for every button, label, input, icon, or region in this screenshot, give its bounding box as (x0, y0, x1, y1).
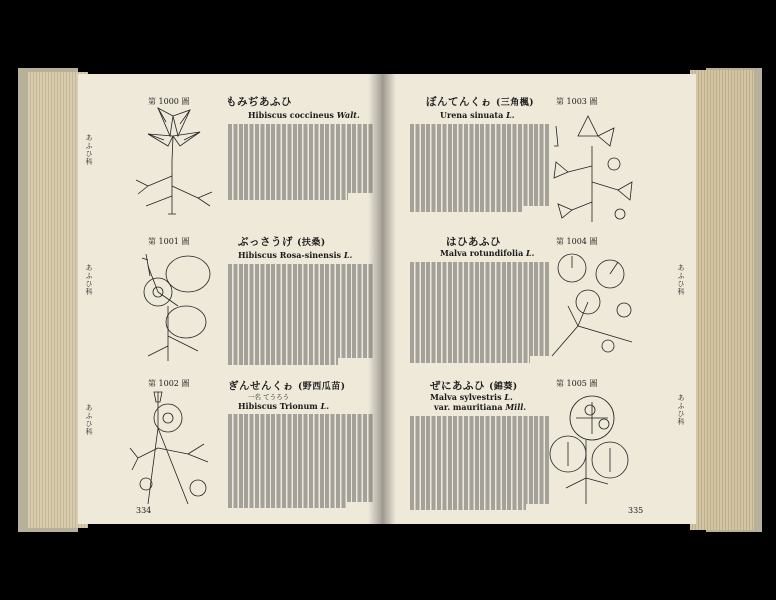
japanese-name: ぜにあふひ (錦葵) (430, 380, 518, 392)
page-edges-right (690, 70, 754, 530)
alternate-name: 一名 てうろう (248, 393, 290, 401)
entry-1005 (380, 374, 696, 524)
family-label: あふひ科 (677, 264, 685, 296)
entry-1003 (380, 74, 696, 224)
figure-number: 第 1002 圖 (148, 379, 190, 388)
family-label: あふひ科 (85, 264, 93, 296)
right-page (380, 74, 696, 524)
family-label: あふひ科 (85, 134, 93, 166)
open-book (18, 64, 762, 532)
japanese-name: はひあふひ (446, 236, 501, 248)
figure-number: 第 1003 圖 (556, 97, 598, 106)
book-gutter-shadow (368, 74, 396, 524)
figure-number: 第 1000 圖 (148, 97, 190, 106)
japanese-name: ぎんせんくゎ (野西瓜苗) (228, 380, 346, 392)
latin-name: Hibiscus coccineus Walt. (248, 110, 360, 120)
latin-name: Malva rotundifolia L. (440, 248, 535, 258)
plant-illustration-1004 (548, 246, 636, 364)
description-text (410, 416, 550, 510)
family-label: あふひ科 (677, 394, 685, 426)
description-text (410, 262, 550, 363)
left-page (78, 74, 380, 524)
plant-illustration-1002 (128, 388, 220, 506)
page-number: 334 (136, 506, 152, 515)
japanese-name: もみぢあふひ (226, 96, 292, 108)
description-text (228, 264, 374, 365)
plant-illustration-1000 (128, 106, 218, 218)
entry-1000 (78, 74, 380, 224)
entry-1001 (78, 224, 380, 374)
latin-name: Urena sinuata L. (440, 110, 515, 120)
latin-name: Malva sylvestris L. (430, 392, 513, 402)
figure-number: 第 1004 圖 (556, 237, 598, 246)
entry-1004 (380, 224, 696, 374)
family-label: あふひ科 (85, 404, 93, 436)
description-text (410, 124, 550, 212)
latin-name: Hibiscus Trionum L. (238, 401, 329, 411)
plant-illustration-1005 (546, 388, 636, 506)
japanese-name: ぼんてんくゎ (三角楓) (426, 96, 534, 108)
description-text (228, 414, 374, 508)
description-text (228, 124, 374, 200)
figure-number: 第 1005 圖 (556, 379, 598, 388)
latin-variety: var. mauritiana Mill. (434, 402, 527, 412)
japanese-name: ぶっさうげ (扶桑) (238, 236, 326, 248)
figure-number: 第 1001 圖 (148, 237, 190, 246)
plant-illustration-1001 (128, 246, 220, 364)
plant-illustration-1003 (548, 106, 636, 224)
latin-name: Hibiscus Rosa-sinensis L. (238, 250, 353, 260)
page-number: 335 (628, 506, 644, 515)
entry-1002 (78, 374, 380, 524)
